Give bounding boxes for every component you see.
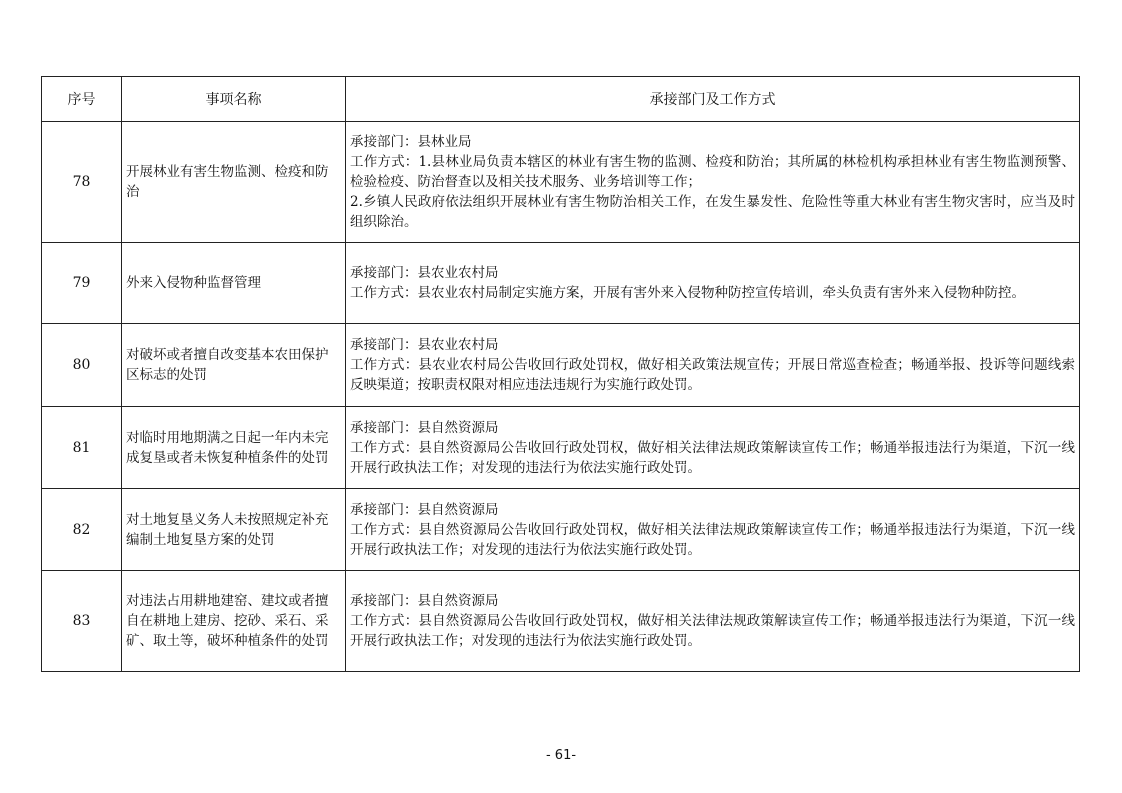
row-department: 承接部门：县农业农村局 — [350, 337, 499, 353]
table-row — [42, 122, 1080, 243]
row-description — [346, 489, 1080, 571]
row-description — [346, 324, 1080, 407]
row-method: 工作方式：县自然资源局公告收回行政处罚权，做好相关法律法规政策解读宣传工作；畅通举报违法行为渠道，下沉一线开展行政执法工作；对发现的违法行为依法实施行政处罚。 — [350, 521, 1075, 558]
row-department: 承接部门：县自然资源局 — [350, 419, 499, 436]
row-department: 承接部门：县自然资源局 — [350, 501, 499, 518]
row-department: 承接部门：县林业局 — [350, 134, 472, 150]
row-item-name: 对临时用地期满之日起一年内未完成复垦或者未恢复种植条件的处罚 — [122, 407, 346, 489]
row-number: 81 — [42, 407, 122, 489]
row-description — [346, 243, 1080, 324]
row-number: 79 — [42, 243, 122, 324]
table-row — [42, 243, 1080, 324]
items-table — [41, 76, 1080, 672]
row-number: 83 — [42, 571, 122, 672]
header-department-method: 承接部门及工作方式 — [346, 77, 1080, 122]
row-item-name: 外来入侵物种监督管理 — [122, 243, 346, 324]
row-item-name: 对破坏或者擅自改变基本农田保护区标志的处罚 — [122, 324, 346, 407]
table-row — [42, 571, 1080, 672]
row-department: 承接部门：县农业农村局 — [350, 265, 499, 281]
table-row — [42, 407, 1080, 489]
table-header-row — [42, 77, 1080, 122]
table-row — [42, 324, 1080, 407]
row-method: 工作方式：1.县林业局负责本辖区的林业有害生物的监测、检疫和防治；其所属的林检机构承担林业有害生物监测预警、检验检疫、防治督查以及相关技术服务、业务培训等工作； — [350, 154, 1075, 190]
row-method: 工作方式：县农业农村局制定实施方案，开展有害外来入侵物种防控宣传培训，牵头负责有害外来入侵物种防控。 — [350, 285, 1025, 301]
table-row — [42, 489, 1080, 571]
header-item-name: 事项名称 — [122, 77, 346, 122]
header-number: 序号 — [42, 77, 122, 122]
row-department: 承接部门：县自然资源局 — [350, 593, 499, 609]
row-item-name: 开展林业有害生物监测、检疫和防治 — [122, 122, 346, 243]
row-description — [346, 122, 1080, 243]
row-description — [346, 571, 1080, 672]
page-number: - 61- — [545, 748, 577, 763]
row-item-name: 对违法占用耕地建窑、建坟或者擅自在耕地上建房、挖砂、采石、采矿、取土等，破坏种植条件的处罚 — [122, 571, 346, 672]
row-number: 82 — [42, 489, 122, 571]
row-description — [346, 407, 1080, 489]
row-method-continued: 2.乡镇人民政府依法组织开展林业有害生物防治相关工作，在发生暴发性、危险性等重大林业有害生物灾害时，应当及时组织除治。 — [350, 194, 1075, 230]
row-number: 80 — [42, 324, 122, 407]
row-method: 工作方式：县农业农村局公告收回行政处罚权，做好相关政策法规宣传；开展日常巡查检查；畅通举报、投诉等问题线索反映渠道；按职责权限对相应违法违规行为实施行政处罚。 — [350, 357, 1075, 393]
row-item-name: 对土地复垦义务人未按照规定补充编制土地复垦方案的处罚 — [122, 489, 346, 571]
row-number: 78 — [42, 122, 122, 243]
row-method: 工作方式：县自然资源局公告收回行政处罚权，做好相关法律法规政策解读宣传工作；畅通举报违法行为渠道，下沉一线开展行政执法工作；对发现的违法行为依法实施行政处罚。 — [350, 439, 1075, 476]
row-method: 工作方式：县自然资源局公告收回行政处罚权，做好相关法律法规政策解读宣传工作；畅通举报违法行为渠道，下沉一线开展行政执法工作；对发现的违法行为依法实施行政处罚。 — [350, 613, 1075, 649]
